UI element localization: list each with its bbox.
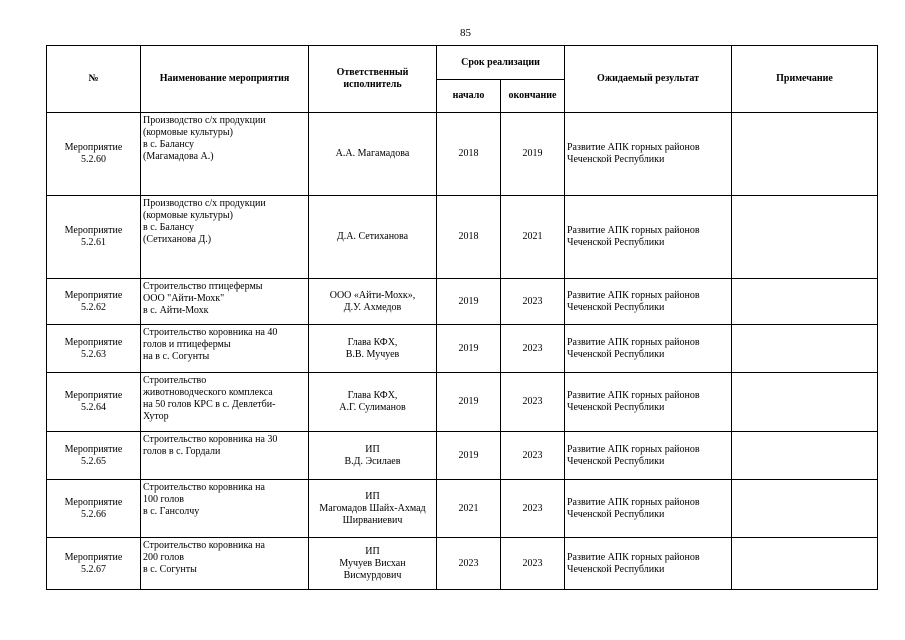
table-body: [47, 113, 878, 590]
measure-executor: А.А. Магамадова: [309, 113, 437, 196]
measure-executor: ООО «Айти-Мохк», Д.У. Ахмедов: [309, 279, 437, 325]
header-start: начало: [437, 80, 501, 113]
measure-start-year: 2019: [437, 279, 501, 325]
measure-start-year: 2021: [437, 480, 501, 538]
measure-result: Развитие АПК горных районов Чеченской Республики: [565, 373, 732, 432]
table-row: [47, 538, 878, 590]
measure-end-year: 2023: [501, 279, 565, 325]
table-header: [47, 46, 878, 113]
measure-name: Производство с/х продукции (кормовые культуры) в с. Балансу (Сетиханова Д.): [141, 196, 309, 279]
measure-result: Развитие АПК горных районов Чеченской Республики: [565, 538, 732, 590]
measure-result: Развитие АПК горных районов Чеченской Республики: [565, 196, 732, 279]
measure-end-year: 2023: [501, 432, 565, 480]
measure-start-year: 2019: [437, 373, 501, 432]
header-period: Срок реализации: [437, 46, 565, 80]
table-row: [47, 325, 878, 373]
measure-result: Развитие АПК горных районов Чеченской Республики: [565, 325, 732, 373]
measure-name: Строительство коровника на 40 голов и птицефермы на в с. Согунты: [141, 325, 309, 373]
measure-start-year: 2019: [437, 432, 501, 480]
table-row: [47, 196, 878, 279]
measure-end-year: 2023: [501, 538, 565, 590]
measure-note: [732, 325, 878, 373]
measure-number: Мероприятие 5.2.66: [47, 480, 141, 538]
measure-note: [732, 113, 878, 196]
table-row: [47, 480, 878, 538]
measure-name: Строительство животноводческого комплекса на 50 голов КРС в с. Девлетби- Хутор: [141, 373, 309, 432]
measure-note: [732, 279, 878, 325]
header-end: окончание: [501, 80, 565, 113]
measure-end-year: 2021: [501, 196, 565, 279]
measure-executor: Глава КФХ, В.В. Мучуев: [309, 325, 437, 373]
measure-name: Строительство коровника на 30 голов в с. Гордали: [141, 432, 309, 480]
measure-number: Мероприятие 5.2.61: [47, 196, 141, 279]
header-executor: Ответственный исполнитель: [309, 46, 437, 113]
measure-start-year: 2018: [437, 196, 501, 279]
measure-name: Строительство птицефермы ООО "Айти-Мохк" в с. Айти-Мохк: [141, 279, 309, 325]
measure-executor: Д.А. Сетиханова: [309, 196, 437, 279]
measure-start-year: 2019: [437, 325, 501, 373]
table-row: [47, 432, 878, 480]
measure-number: Мероприятие 5.2.65: [47, 432, 141, 480]
measure-result: Развитие АПК горных районов Чеченской Республики: [565, 279, 732, 325]
measure-executor: ИП Магомадов Шайх-Ахмад Ширваниевич: [309, 480, 437, 538]
measure-name: Производство с/х продукции (кормовые культуры) в с. Балансу (Магамадова А.): [141, 113, 309, 196]
page-number: 85: [460, 27, 471, 39]
header-name: Наименование мероприятия: [141, 46, 309, 113]
measure-executor: Глава КФХ, А.Г. Сулиманов: [309, 373, 437, 432]
measure-end-year: 2023: [501, 373, 565, 432]
measure-name: Строительство коровника на 100 голов в с. Гансолчу: [141, 480, 309, 538]
measure-number: Мероприятие 5.2.63: [47, 325, 141, 373]
measure-note: [732, 196, 878, 279]
measure-note: [732, 538, 878, 590]
measure-end-year: 2023: [501, 325, 565, 373]
table-row: [47, 373, 878, 432]
measure-number: Мероприятие 5.2.60: [47, 113, 141, 196]
measure-end-year: 2019: [501, 113, 565, 196]
measure-result: Развитие АПК горных районов Чеченской Республики: [565, 480, 732, 538]
measure-start-year: 2018: [437, 113, 501, 196]
table-row: [47, 279, 878, 325]
measure-result: Развитие АПК горных районов Чеченской Республики: [565, 432, 732, 480]
measure-note: [732, 480, 878, 538]
header-num: №: [47, 46, 141, 113]
measure-result: Развитие АПК горных районов Чеченской Республики: [565, 113, 732, 196]
measure-end-year: 2023: [501, 480, 565, 538]
measure-executor: ИП Мучуев Висхан Висмурдович: [309, 538, 437, 590]
measure-number: Мероприятие 5.2.67: [47, 538, 141, 590]
measure-name: Строительство коровника на 200 голов в с. Согунты: [141, 538, 309, 590]
measure-note: [732, 432, 878, 480]
header-result: Ожидаемый результат: [565, 46, 732, 113]
measure-start-year: 2023: [437, 538, 501, 590]
header-note: Примечание: [732, 46, 878, 113]
measure-executor: ИП В.Д. Эсилаев: [309, 432, 437, 480]
measures-table: [46, 45, 878, 590]
measure-number: Мероприятие 5.2.64: [47, 373, 141, 432]
measure-number: Мероприятие 5.2.62: [47, 279, 141, 325]
table-row: [47, 113, 878, 196]
measure-note: [732, 373, 878, 432]
